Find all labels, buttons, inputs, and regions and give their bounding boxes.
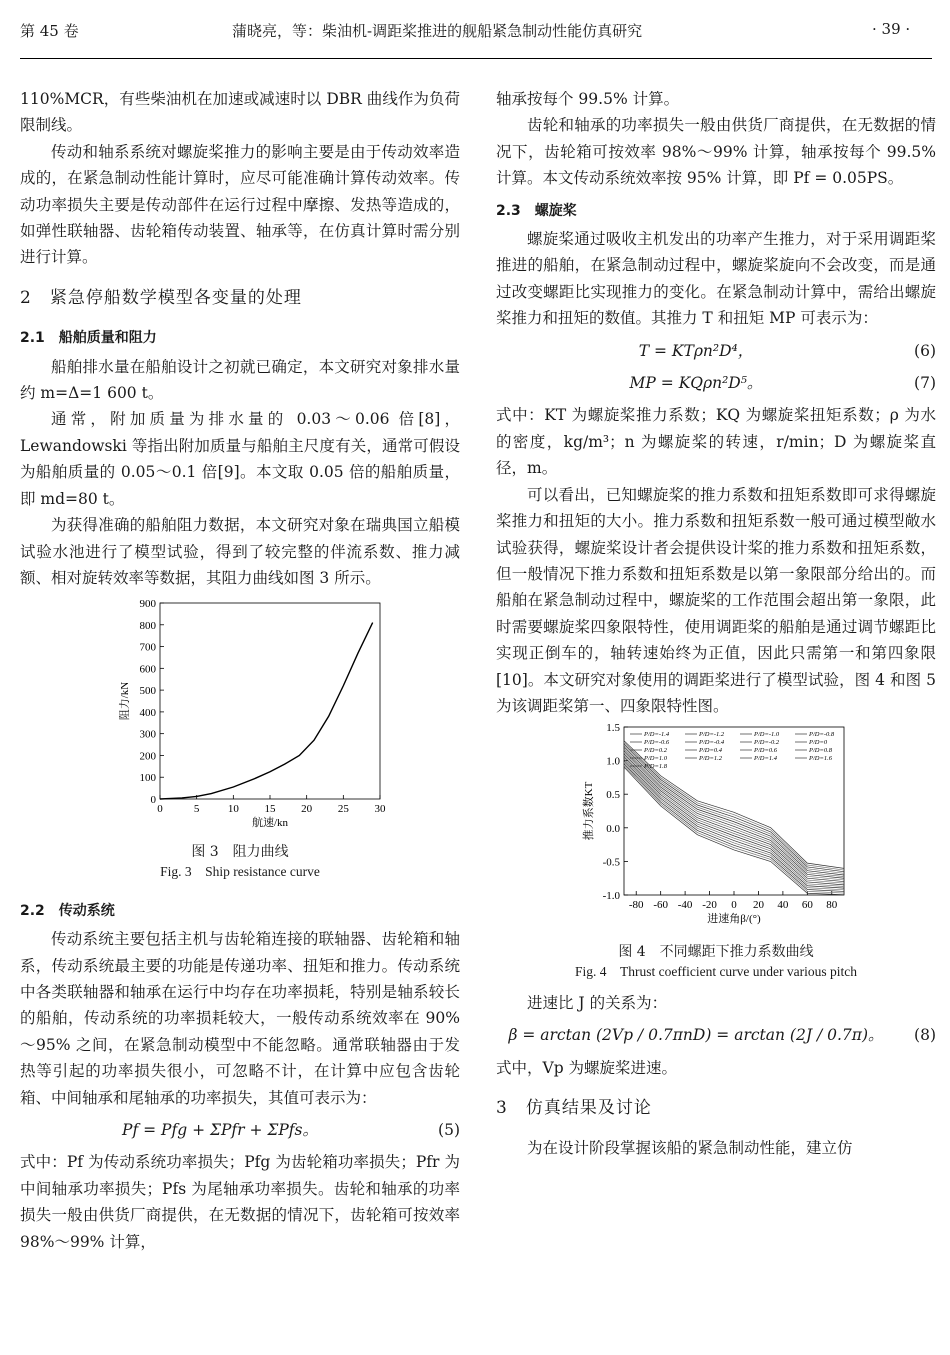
kt-series-line [624, 753, 844, 881]
legend-label: P/D=0.6 [754, 747, 777, 755]
y-tick-label: 900 [139, 598, 156, 611]
y-tick-label: 1.0 [606, 755, 620, 768]
x-tick-label: 60 [801, 899, 813, 912]
y-tick-label: 500 [139, 685, 156, 698]
legend-label: P/D=-0.6 [644, 739, 670, 747]
subsection-heading: 2.2 传动系统 [20, 902, 115, 919]
thrust-coefficient-chart [566, 723, 866, 933]
paragraph: 式中：Pf 为传动系统功率损失；Pfg 为齿轮箱功率损失；Pfr 为中间轴承功率损失；Pfs 为尾轴承功率损失。齿轮和轴承的功率损失一般由供货厂商提供，在无数据的情况下，齿轮箱可按效率 98%～99% 计算， [20, 1153, 460, 1251]
x-axis-label: 进速角β/(°) [707, 913, 761, 926]
figure-3 [20, 595, 460, 841]
equation-8 [496, 1022, 936, 1048]
legend-label: P/D=-0.2 [754, 739, 780, 747]
equation-body: MP = KQρn²D⁵。 [629, 374, 763, 393]
x-tick-label: -60 [653, 899, 669, 912]
y-tick-label: 0.5 [606, 789, 620, 802]
plot-frame [160, 603, 380, 799]
figure-caption-cn: 图 3 阻力曲线 [191, 843, 289, 860]
section-heading: 2 紧急停船数学模型各变量的处理 [20, 287, 302, 308]
paragraph: 式中，Vp 为螺旋桨进速。 [496, 1058, 678, 1077]
paragraph: 轴承按每个 99.5% 计算。 [496, 90, 680, 108]
paragraph: 齿轮和轴承的功率损失一般由供货厂商提供，在无数据的情况下，齿轮箱可按效率 98%～99% 计算，轴承按每个 99.5% 计算。本文传动系统效率按 95% 计算，即 Pf = 0.05PS。 [496, 116, 936, 188]
legend-label: P/D=-0.4 [699, 739, 725, 747]
legend-label: P/D=-0.8 [809, 731, 835, 739]
section-heading: 3 仿真结果及讨论 [496, 1097, 652, 1118]
resistance-chart [90, 595, 390, 833]
paragraph: 螺旋桨通过吸收主机发出的功率产生推力，对于采用调距桨推进的船舶，在紧急制动过程中，螺旋桨旋向不会改变，而是通过改变螺距比实现推力的变化。在紧急制动计算中，需给出螺旋桨推力和扭矩的数值。其推力 T 和扭矩 MP 可表示为： [496, 230, 936, 328]
paragraph: 进速比 J 的关系为： [527, 993, 668, 1012]
x-tick-label: 20 [301, 803, 313, 816]
paragraph: 传动系统主要包括主机与齿轮箱连接的联轴器、齿轮箱和轴系，传动系统最主要的功能是传递功率、扭矩和推力。传动系统中各类联轴器和轴承在运行中均存在功率损耗，特别是轴系较长的船舶，传动系统的功率损耗较大，一般传动系统效率在 90%～95% 之间，在紧急制动模型中不能忽略。通常联轴器由于发热等引起的功率损失很小，可忽略不计，在计算中应包含齿轮箱、中间轴承和尾轴承的功率损失，其值可表示为： [20, 930, 460, 1107]
paragraph: 为获得准确的船舶阻力数据，本文研究对象在瑞典国立船模试验水池进行了模型试验，得到了较完整的伴流系数、推力减额、相对旋转效率等数据，其阻力曲线如图 3 所示。 [20, 516, 460, 587]
resistance-series-line [160, 623, 373, 799]
running-title: 蒲晓亮，等：柴油机-调距桨推进的舰船紧急制动性能仿真研究 [232, 22, 643, 40]
left-column [20, 86, 460, 1255]
x-tick-label: 80 [826, 899, 838, 912]
kt-series-line [624, 754, 844, 882]
x-tick-label: 40 [777, 899, 789, 912]
x-tick-label: 10 [227, 803, 239, 816]
paragraph: 式中：KT 为螺旋桨推力系数；KQ 为螺旋桨扭矩系数；ρ 为水的密度，kg/m³；n 为螺旋桨的转速，r/min；D 为螺旋桨直径，m。 [496, 406, 936, 478]
equation-body: T = KTρn²D⁴， [638, 341, 754, 360]
y-tick-label: 600 [139, 663, 156, 676]
legend-label: P/D=0 [809, 739, 828, 747]
legend-label: P/D=0.8 [809, 747, 832, 755]
y-tick-label: 100 [139, 772, 156, 785]
kt-series-line [624, 766, 844, 894]
y-tick-label: 0.0 [606, 823, 620, 836]
legend-label: P/D=-1.0 [754, 731, 780, 739]
equation-number: (7) [914, 374, 936, 393]
x-tick-label: -20 [702, 899, 717, 912]
equation-number: (8) [914, 1026, 936, 1045]
x-axis-label: 航速/kn [251, 817, 289, 830]
paragraph: 船舶排水量在船舶设计之初就已确定，本文研究对象排水量约 m=Δ=1 600 t。 [20, 357, 460, 403]
x-tick-label: 30 [374, 803, 386, 816]
x-tick-label: 5 [193, 803, 200, 816]
y-tick-label: 400 [139, 707, 156, 720]
x-tick-label: -80 [628, 899, 644, 912]
header-rule [20, 58, 932, 59]
paragraph: 可以看出，已知螺旋桨的推力系数和扭矩系数即可求得螺旋桨推力和扭矩的大小。推力系数和扭矩系数一般可通过模型敞水试验获得，螺旋桨设计者会提供设计桨的推力系数和扭矩系数，但一般情况下推力系数和扭矩系数是以第一象限部分给出的。而船舶在紧急制动过程中，螺旋桨的工作范围会超出第一象限，此时需要螺旋桨四象限特性，使用调距桨的船舶是通过调节螺距比实现正倒车的，轴转速始终为正值，因此只需第一和第四象限[10]。本文研究对象使用的调距桨进行了模型试验，图 4 和图 5 为该调距桨第一、四象限特性图。 [496, 485, 936, 715]
x-tick-label: 25 [337, 803, 349, 816]
y-axis-label: 阻力/kN [119, 682, 131, 721]
legend-label: P/D=0.2 [644, 747, 667, 755]
equation-body: β = arctan (2Vp / 0.7πnD) = arctan (2J / 0.7π)。 [508, 1026, 884, 1045]
paragraph: 为在设计阶段掌握该船的紧急制动性能，建立仿 [527, 1139, 853, 1158]
subsection-heading: 2.1 船舶质量和阻力 [20, 330, 157, 347]
equation-number: (6) [914, 341, 936, 360]
legend-label: P/D=1.4 [754, 755, 777, 763]
x-tick-label: 0 [157, 803, 163, 816]
equation-6 [496, 338, 936, 364]
equation-body: Pf = Pfg + ΣPfr + ΣPfs。 [122, 1120, 318, 1139]
right-column [496, 86, 936, 1162]
y-tick-label: -1.0 [602, 890, 620, 903]
kt-series-line [624, 764, 844, 892]
y-tick-label: 0 [150, 794, 156, 807]
journal-volume: 第 45 卷 [20, 22, 79, 40]
legend-label: P/D=1.0 [644, 755, 667, 763]
legend-label: P/D=0.4 [699, 747, 722, 755]
legend-label: P/D=1.8 [644, 763, 667, 771]
legend-label: P/D=-1.2 [699, 731, 725, 739]
legend-label: P/D=-1.4 [644, 731, 670, 739]
legend-label: P/D=1.6 [809, 755, 832, 763]
figure-caption-cn: 图 4 不同螺距下推力系数曲线 [618, 943, 814, 960]
legend-label: P/D=1.2 [699, 755, 722, 763]
y-tick-label: -0.5 [602, 856, 620, 869]
equation-7 [496, 370, 936, 396]
figure-4 [496, 723, 936, 941]
y-axis-label: 推力系数KT [583, 782, 595, 841]
equation-5 [20, 1117, 460, 1143]
x-tick-label: 0 [731, 899, 737, 912]
paragraph: 通常，附加质量为排水量的 0.03～0.06 倍[8]，Lewandowski 等指出附加质量与船舶主尺度有关，通常可假设为船舶质量的 0.05～0.1 倍[9]。本文取 0.05 倍的船舶质量，即 md=80 t。 [20, 410, 460, 508]
paragraph: 传动和轴系系统对螺旋桨推力的影响主要是由于传动效率造成的，在紧急制动性能计算时，应尽可能准确计算传动效率。传动功率损失主要是传动部件在运行过程中摩擦、发热等造成的，如弹性联轴器、齿轮箱传动装置、轴承等，在仿真计算时需分别进行计算。 [20, 142, 460, 267]
running-header [0, 0, 950, 70]
y-tick-label: 700 [139, 641, 156, 654]
y-tick-label: 800 [139, 620, 156, 633]
figure-caption-en: Fig. 3 Ship resistance curve [160, 863, 320, 879]
subsection-heading: 2.3 螺旋桨 [496, 202, 577, 219]
x-tick-label: 15 [264, 803, 276, 816]
y-tick-label: 300 [139, 728, 156, 741]
page-number: · 39 · [872, 20, 911, 38]
equation-number: (5) [438, 1120, 460, 1139]
y-tick-label: 1.5 [606, 723, 620, 735]
x-tick-label: -40 [677, 899, 693, 912]
y-tick-label: 200 [139, 750, 156, 763]
figure-caption-en: Fig. 4 Thrust coefficient curve under various pitch [574, 963, 858, 979]
paragraph: 110%MCR，有些柴油机在加速或减速时以 DBR 曲线作为负荷限制线。 [20, 90, 460, 135]
x-tick-label: 20 [752, 899, 764, 912]
